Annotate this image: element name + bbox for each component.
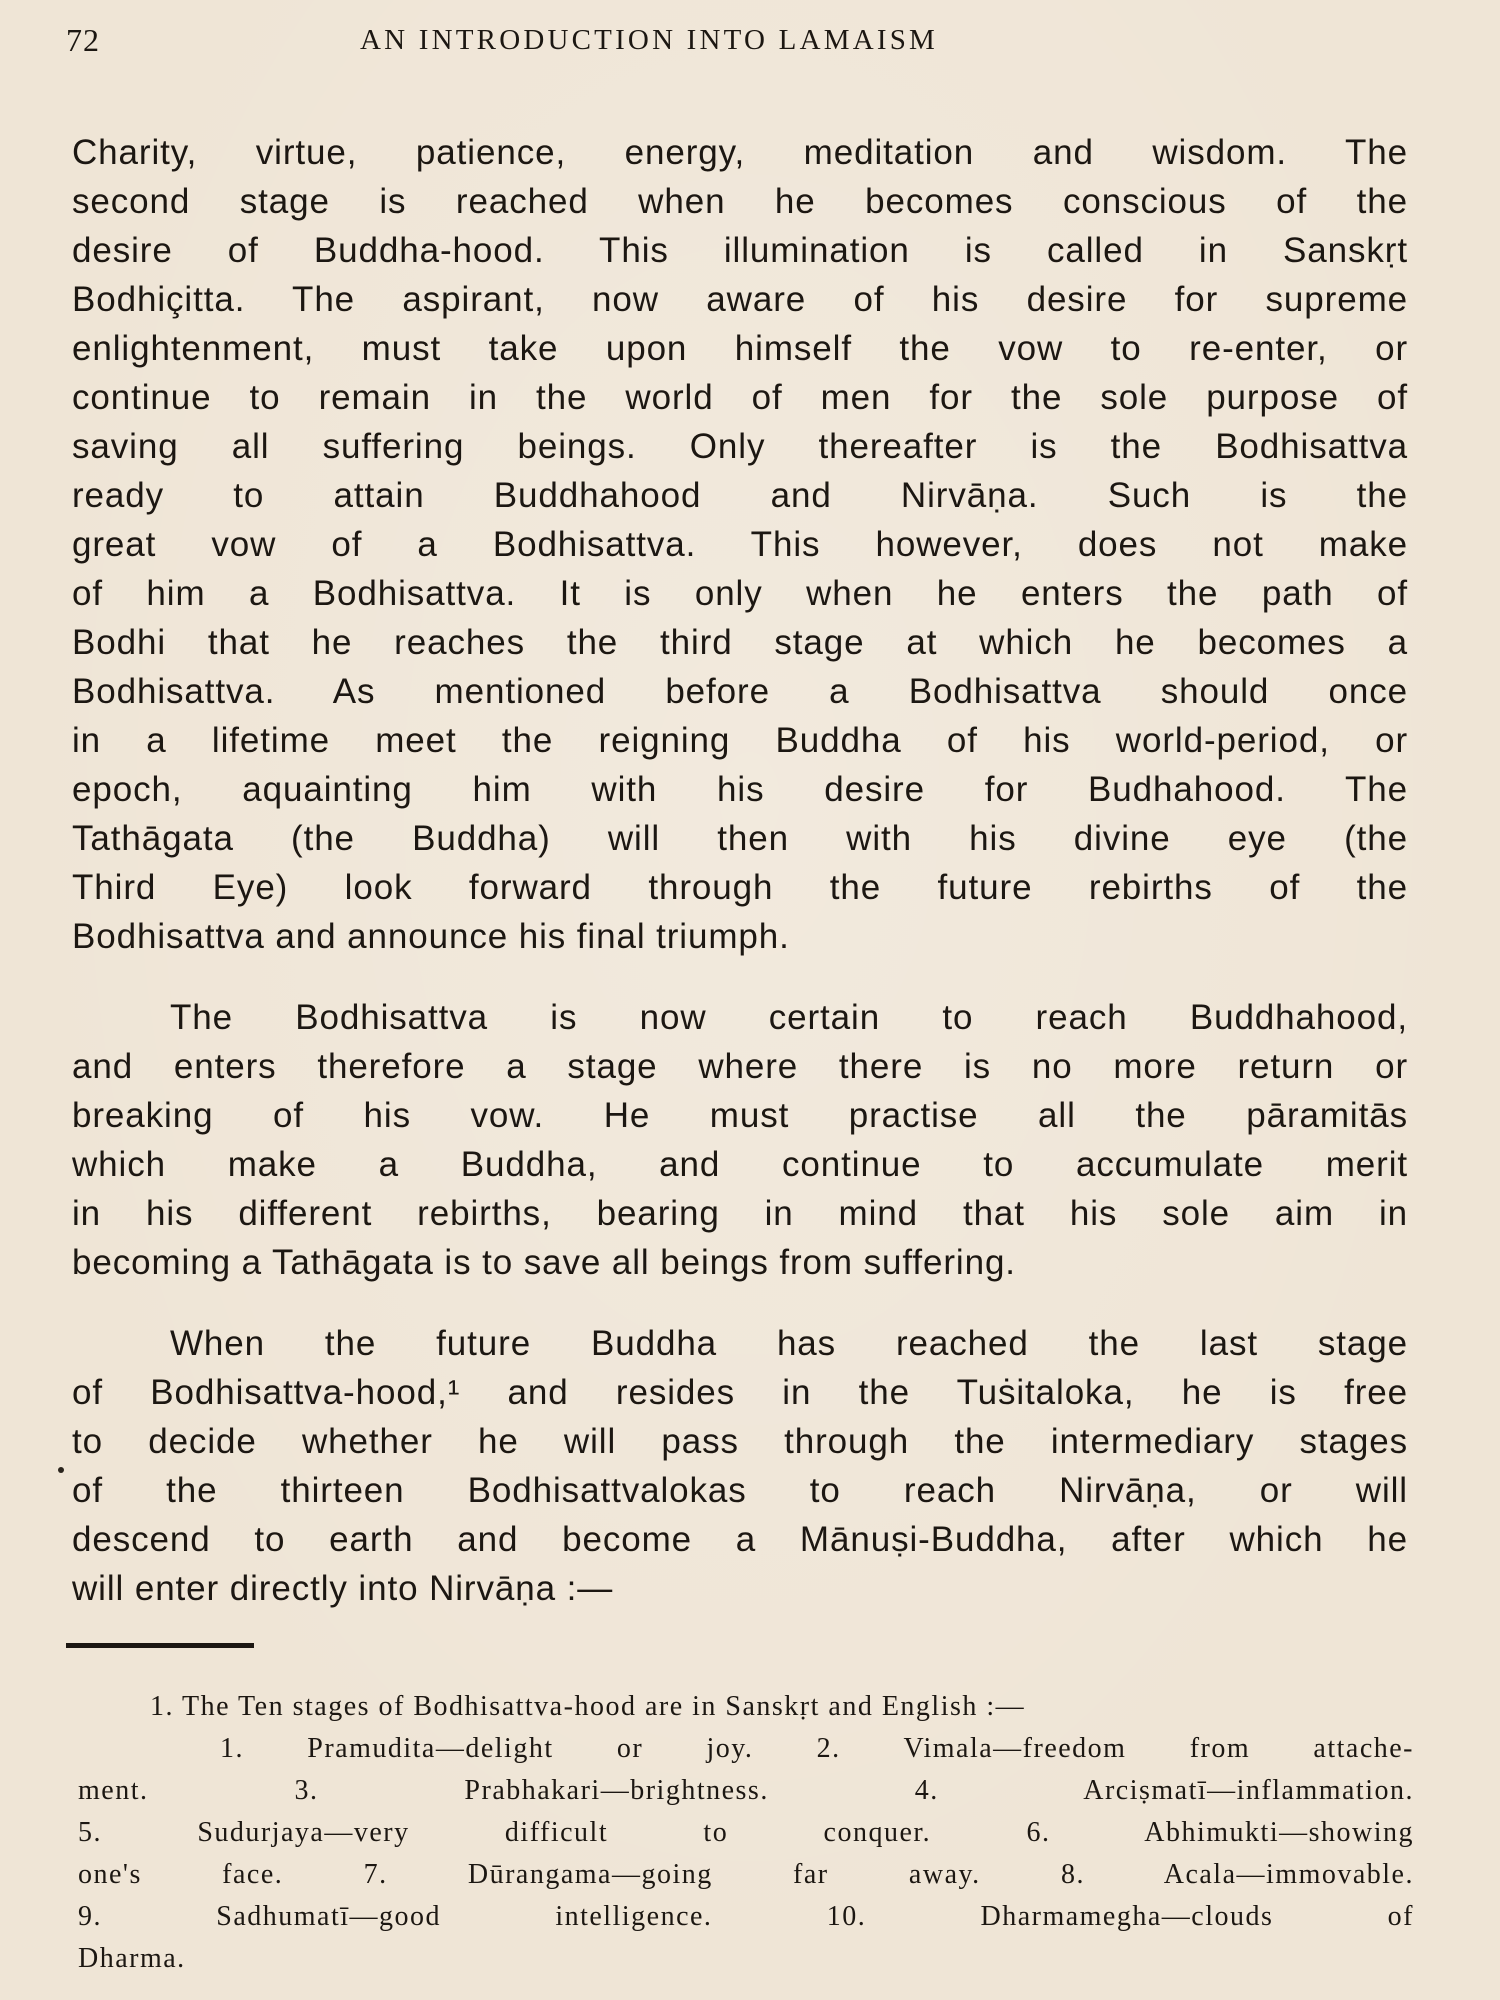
text-line: becoming a Tathāgata is to save all beings from suffering. <box>72 1243 1016 1282</box>
text-line: great vow of a Bodhisattva. This however, does not make <box>72 525 1408 564</box>
text-line: which make a Buddha, and continue to accumulate merit <box>72 1145 1408 1184</box>
page-number: 72 <box>66 22 100 58</box>
running-head <box>66 20 1408 72</box>
footnote-line: 9. Sadhumatī—good intelligence. 10. Dharmamegha—clouds of <box>78 1901 1414 1932</box>
text-line: epoch, aquainting him with his desire for Budhahood. The <box>72 770 1408 809</box>
text-line: Bodhi that he reaches the third stage at which he becomes a <box>72 623 1408 662</box>
footnote-divider <box>66 1643 254 1648</box>
text-line: The Bodhisattva is now certain to reach Buddhahood, <box>170 998 1408 1037</box>
text-line: continue to remain in the world of men for the sole purpose of <box>72 378 1408 417</box>
text-line: in a lifetime meet the reigning Buddha of his world-period, or <box>72 721 1408 760</box>
margin-mark <box>58 1467 64 1473</box>
text-line: ready to attain Buddhahood and Nirvāṇa. Such is the <box>72 476 1408 515</box>
footnote-line: Dharma. <box>78 1943 186 1974</box>
text-line: and enters therefore a stage where there is no more return or <box>72 1047 1408 1086</box>
text-line: in his different rebirths, bearing in mind that his sole aim in <box>72 1194 1408 1233</box>
paragraph-2 <box>72 993 1408 1287</box>
text-line: of Bodhisattva-hood,¹ and resides in the Tuṡitaloka, he is free <box>72 1373 1408 1412</box>
paragraph-3 <box>72 1319 1408 1613</box>
footnote <box>78 1686 1414 1980</box>
text-line: of the thirteen Bodhisattvalokas to reach Nirvāṇa, or will <box>72 1471 1408 1510</box>
text-line: Charity, virtue, patience, energy, meditation and wisdom. The <box>72 133 1408 172</box>
text-line: Bodhiçitta. The aspirant, now aware of his desire for supreme <box>72 280 1408 319</box>
paragraph-1 <box>72 128 1408 961</box>
body-text <box>72 128 1408 1613</box>
text-line: second stage is reached when he becomes conscious of the <box>72 182 1408 221</box>
text-line: enlightenment, must take upon himself the vow to re-enter, or <box>72 329 1408 368</box>
running-title: AN INTRODUCTION INTO LAMAISM <box>360 24 939 56</box>
text-line: Third Eye) look forward through the future rebirths of the <box>72 868 1408 907</box>
footnote-line: 5. Sudurjaya—very difficult to conquer. 6. Abhimukti—showing <box>78 1817 1414 1848</box>
text-line: breaking of his vow. He must practise all the pāramitās <box>72 1096 1408 1135</box>
text-line: saving all suffering beings. Only thereafter is the Bodhisattva <box>72 427 1408 466</box>
text-line: Bodhisattva. As mentioned before a Bodhisattva should once <box>72 672 1408 711</box>
text-line: Bodhisattva and announce his final triumph. <box>72 917 790 956</box>
text-line: to decide whether he will pass through the intermediary stages <box>72 1422 1408 1461</box>
text-line: desire of Buddha-hood. This illumination is called in Sanskṛt <box>72 231 1408 270</box>
text-line: of him a Bodhisattva. It is only when he enters the path of <box>72 574 1408 613</box>
text-line: descend to earth and become a Mānuṣi-Buddha, after which he <box>72 1520 1408 1559</box>
text-line: When the future Buddha has reached the last stage <box>170 1324 1408 1363</box>
footnote-line: 1. Pramudita—delight or joy. 2. Vimala—freedom from attache- <box>220 1733 1414 1764</box>
footnote-line: ment. 3. Prabhakari—brightness. 4. Arciṣmatī—inflammation. <box>78 1775 1414 1806</box>
footnote-line: 1. The Ten stages of Bodhisattva-hood are in Sanskṛt and English :— <box>150 1691 1026 1722</box>
footnote-line: one's face. 7. Dūrangama—going far away. 8. Acala—immovable. <box>78 1859 1414 1890</box>
text-line: will enter directly into Nirvāṇa :— <box>72 1569 614 1608</box>
text-line: Tathāgata (the Buddha) will then with his divine eye (the <box>72 819 1408 858</box>
